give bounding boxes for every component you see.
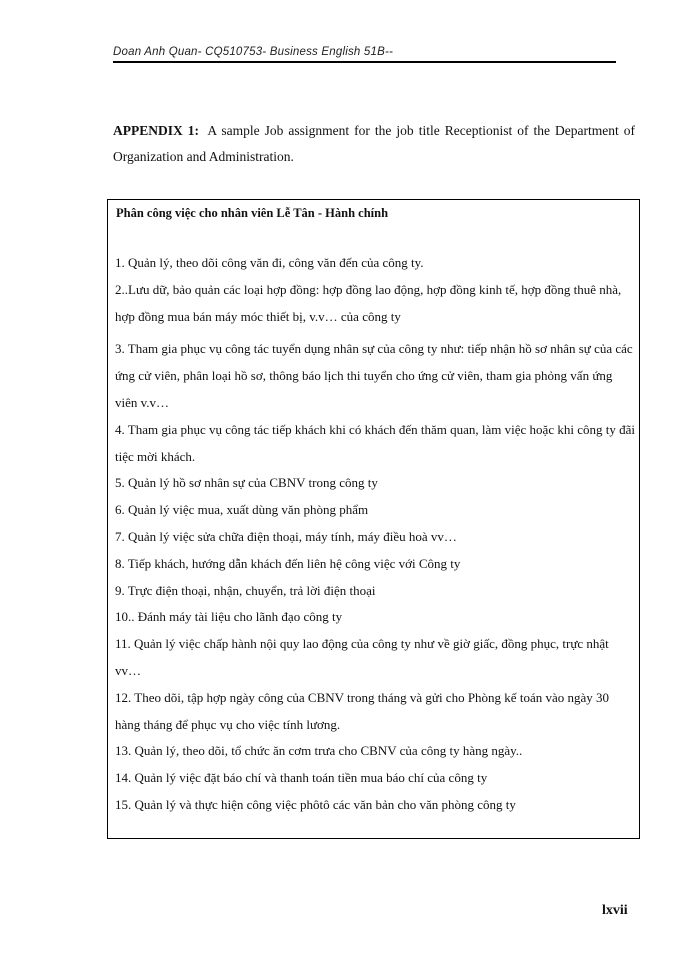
appendix-label: APPENDIX 1: [113,123,200,138]
task-item: 2..Lưu dữ, bảo quản các loại hợp đồng: hợp đồng lao động, hợp đồng kinh tế, hợp đồng thuê nhà, hợp đồng mua bán máy móc thiết bị, v.v… của công ty [115,281,622,324]
task-item: 7. Quản lý việc sửa chữa điện thoại, máy tính, máy điều hoà vv… [115,528,457,544]
task-item: 11. Quản lý việc chấp hành nội quy lao động của công ty như về giờ giấc, đồng phục, trực nhật vv… [115,636,609,678]
page-number: lxvii [602,903,628,918]
appendix-text: A sample Job assignment for the job title Receptionist of the Department of Organization and Administration. [113,123,635,164]
job-assignment-box [107,199,640,839]
task-item: 1. Quản lý, theo dõi công văn đi, công văn đến của công ty. [115,255,424,270]
task-item: 6. Quản lý việc mua, xuất dùng văn phòng phẩm [115,502,369,518]
task-list [115,250,637,819]
task-item: 8. Tiếp khách, hướng dẫn khách đến liên hệ công việc với Công ty [115,555,461,571]
task-item: 13. Quản lý, theo dõi, tổ chức ăn cơm trưa cho CBNV của công ty hàng ngày.. [115,743,523,759]
task-item: 3. Tham gia phục vụ công tác tuyển dụng nhân sự của công ty như: tiếp nhận hồ sơ nhân sự của các ứng cử viên, phân loại hồ sơ, thông báo lịch thi tuyển cho ứng cử viên, tham gia phỏng vấn ứng viên v.v… [115,341,633,410]
task-item: 12. Theo dõi, tập hợp ngày công của CBNV trong tháng và gửi cho Phòng kế toán vào ngày 30 hàng tháng để phục vụ cho việc tính lương. [115,689,609,732]
running-header: Doan Anh Quan- CQ510753- Business English 51B-- [113,46,616,63]
task-item: 15. Quản lý và thực hiện công việc phôtô các văn bản cho văn phòng công ty [115,796,516,812]
task-item: 14. Quản lý việc đặt báo chí và thanh toán tiền mua báo chí của công ty [115,770,488,786]
box-title: Phân công việc cho nhân viên Lễ Tân - Hành chính [116,206,389,220]
task-item: 4. Tham gia phục vụ công tác tiếp khách khi có khách đến thăm quan, làm việc hoặc khi công ty đãi tiệc mời khách. [115,421,635,464]
appendix-caption [113,118,635,170]
task-item: 10.. Đánh máy tài liệu cho lãnh đạo công ty [115,609,343,625]
task-item: 5. Quản lý hồ sơ nhân sự của CBNV trong công ty [115,475,378,491]
task-item: 9. Trực điện thoại, nhận, chuyển, trả lời điện thoại [115,582,376,598]
